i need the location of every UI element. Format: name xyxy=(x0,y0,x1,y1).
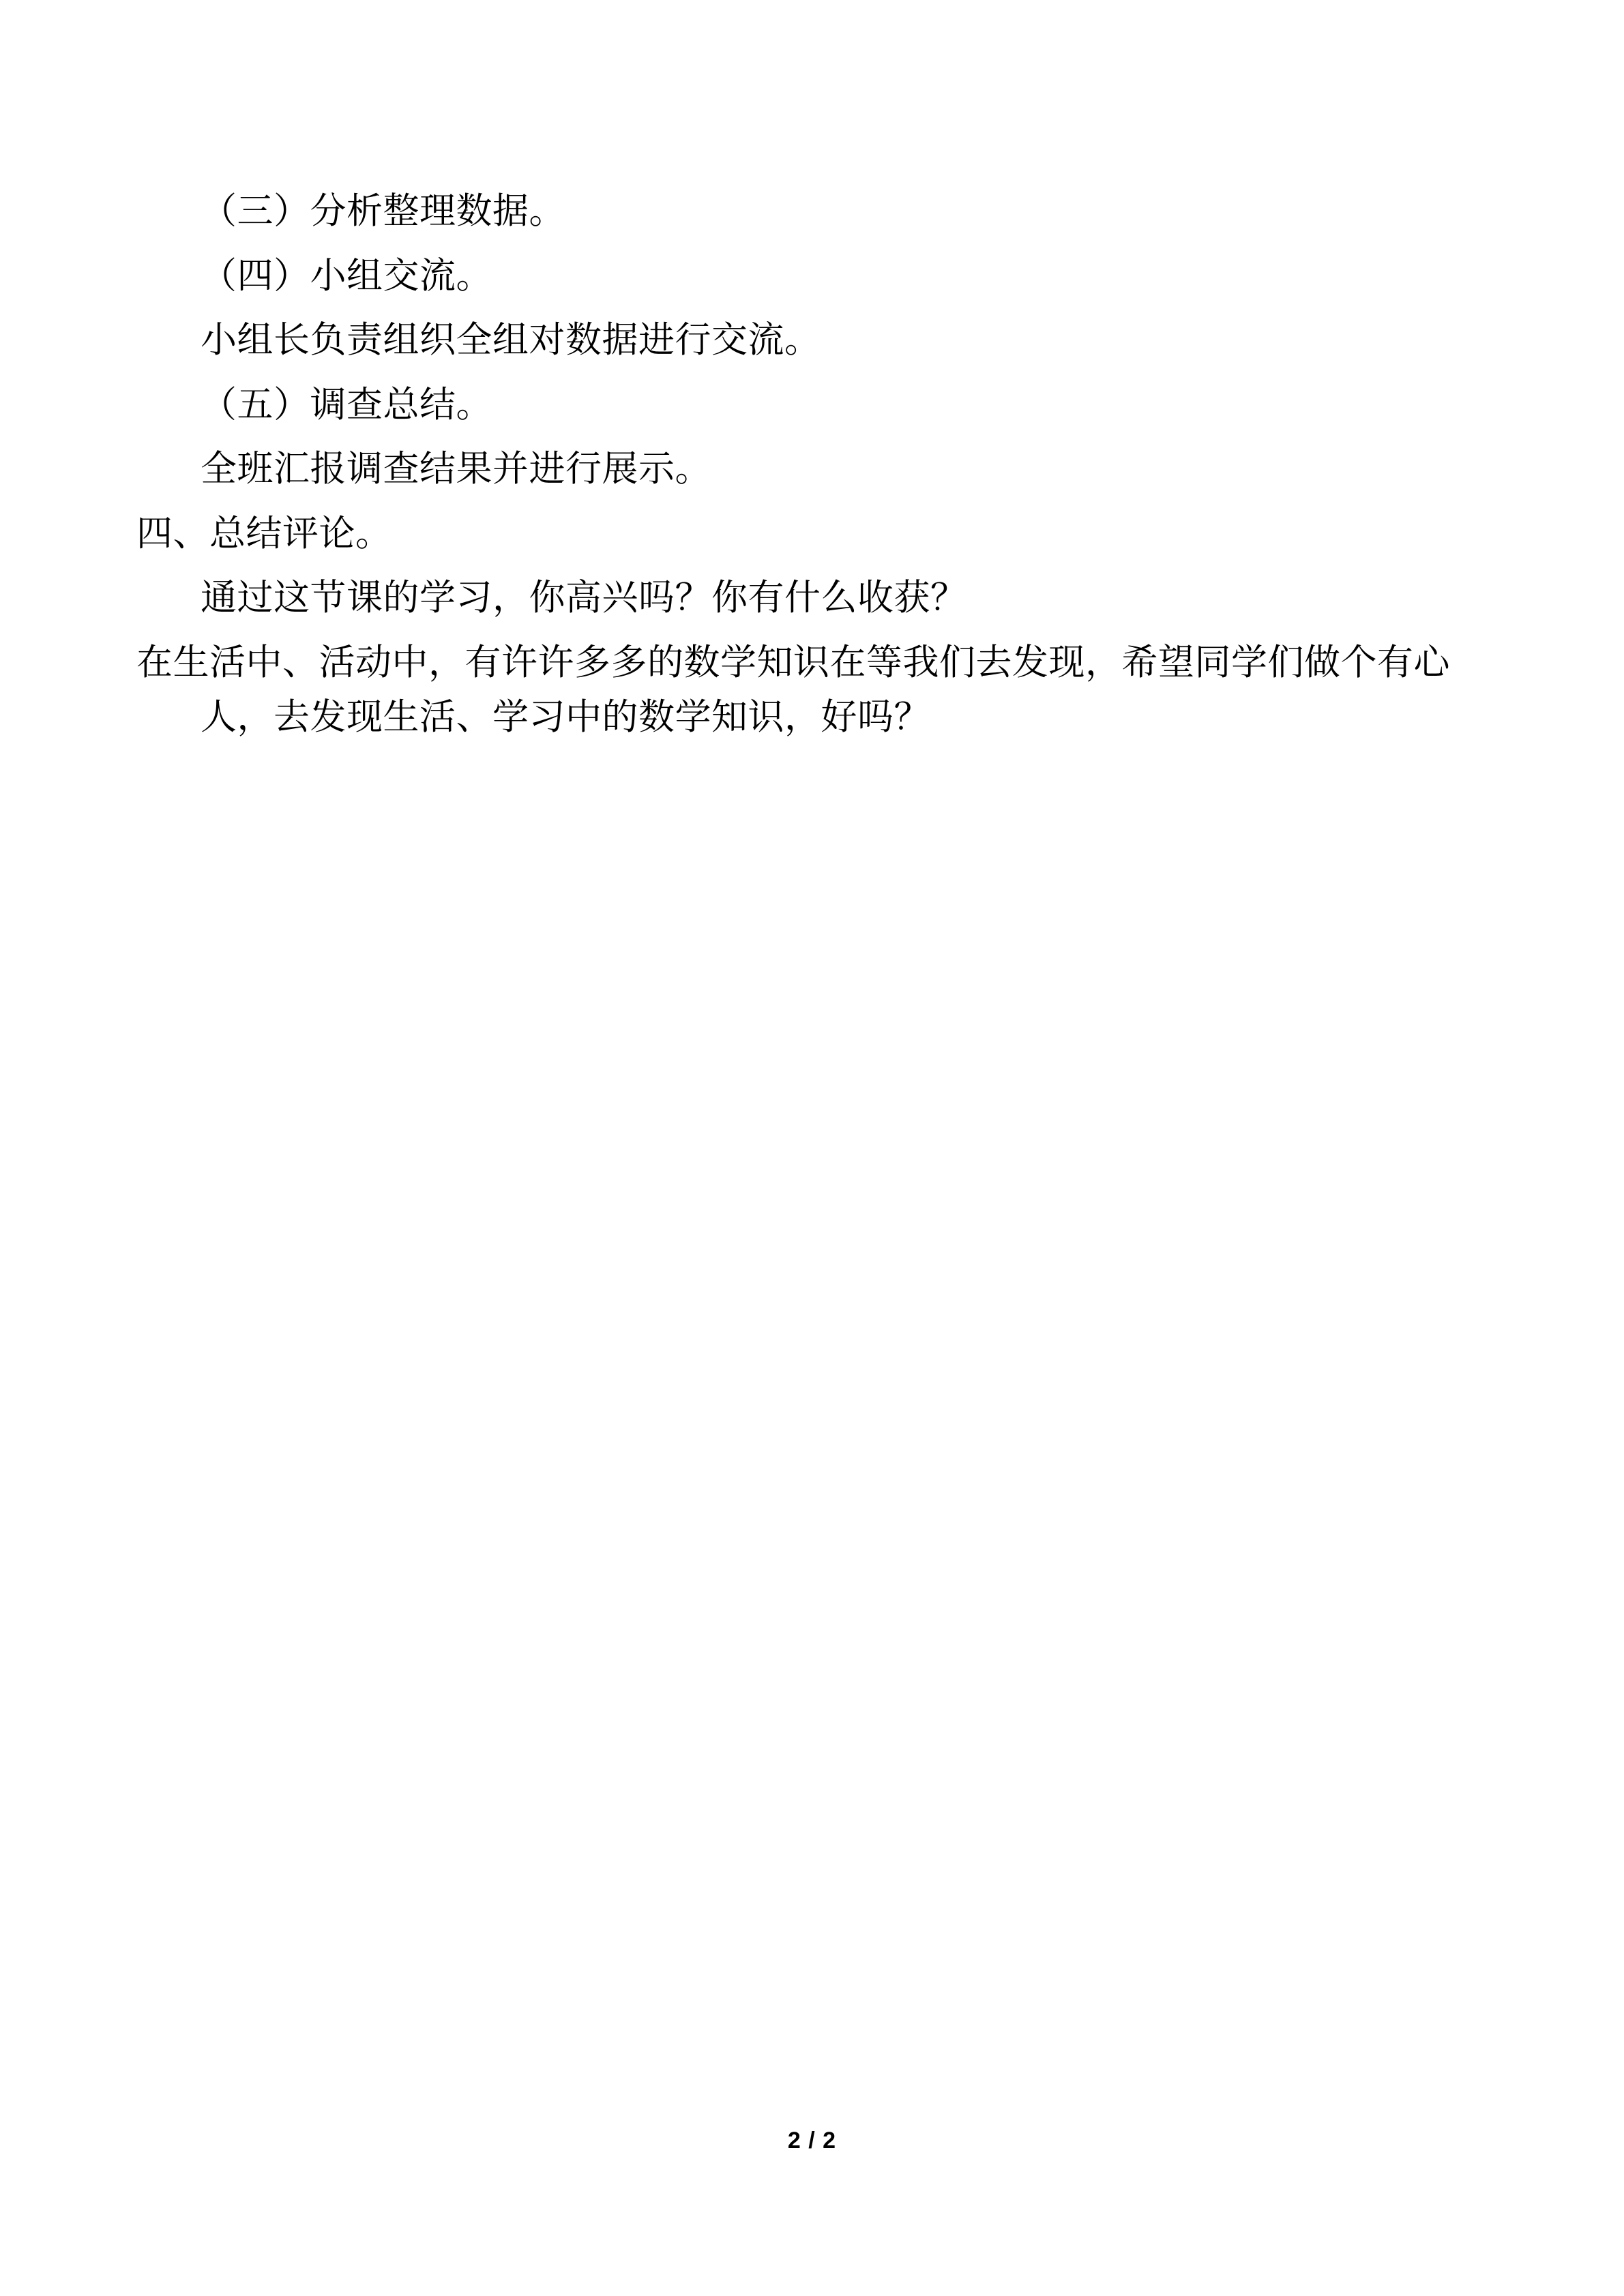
section-heading: 四、总结评论。 xyxy=(136,513,392,554)
paragraph: 在生活中、活动中，有许许多多的数学知识在等我们去发现，希望同学们做个有心人，去发现生活、学习中的数学知识，好吗？ xyxy=(136,642,1450,738)
paragraph: 通过这节课的学习，你高兴吗？你有什么收获？ xyxy=(201,578,967,618)
paragraph: 小组长负责组织全组对数据进行交流。 xyxy=(201,320,821,361)
paragraph: （四）小组交流。 xyxy=(201,256,492,296)
document-body xyxy=(136,184,1494,755)
page-footer: 2 / 2 xyxy=(787,2128,837,2153)
paragraph: （三）分析整理数据。 xyxy=(201,192,565,231)
paragraph: （五）调查总结。 xyxy=(201,385,492,425)
paragraph: 全班汇报调查结果并进行展示。 xyxy=(201,449,711,490)
